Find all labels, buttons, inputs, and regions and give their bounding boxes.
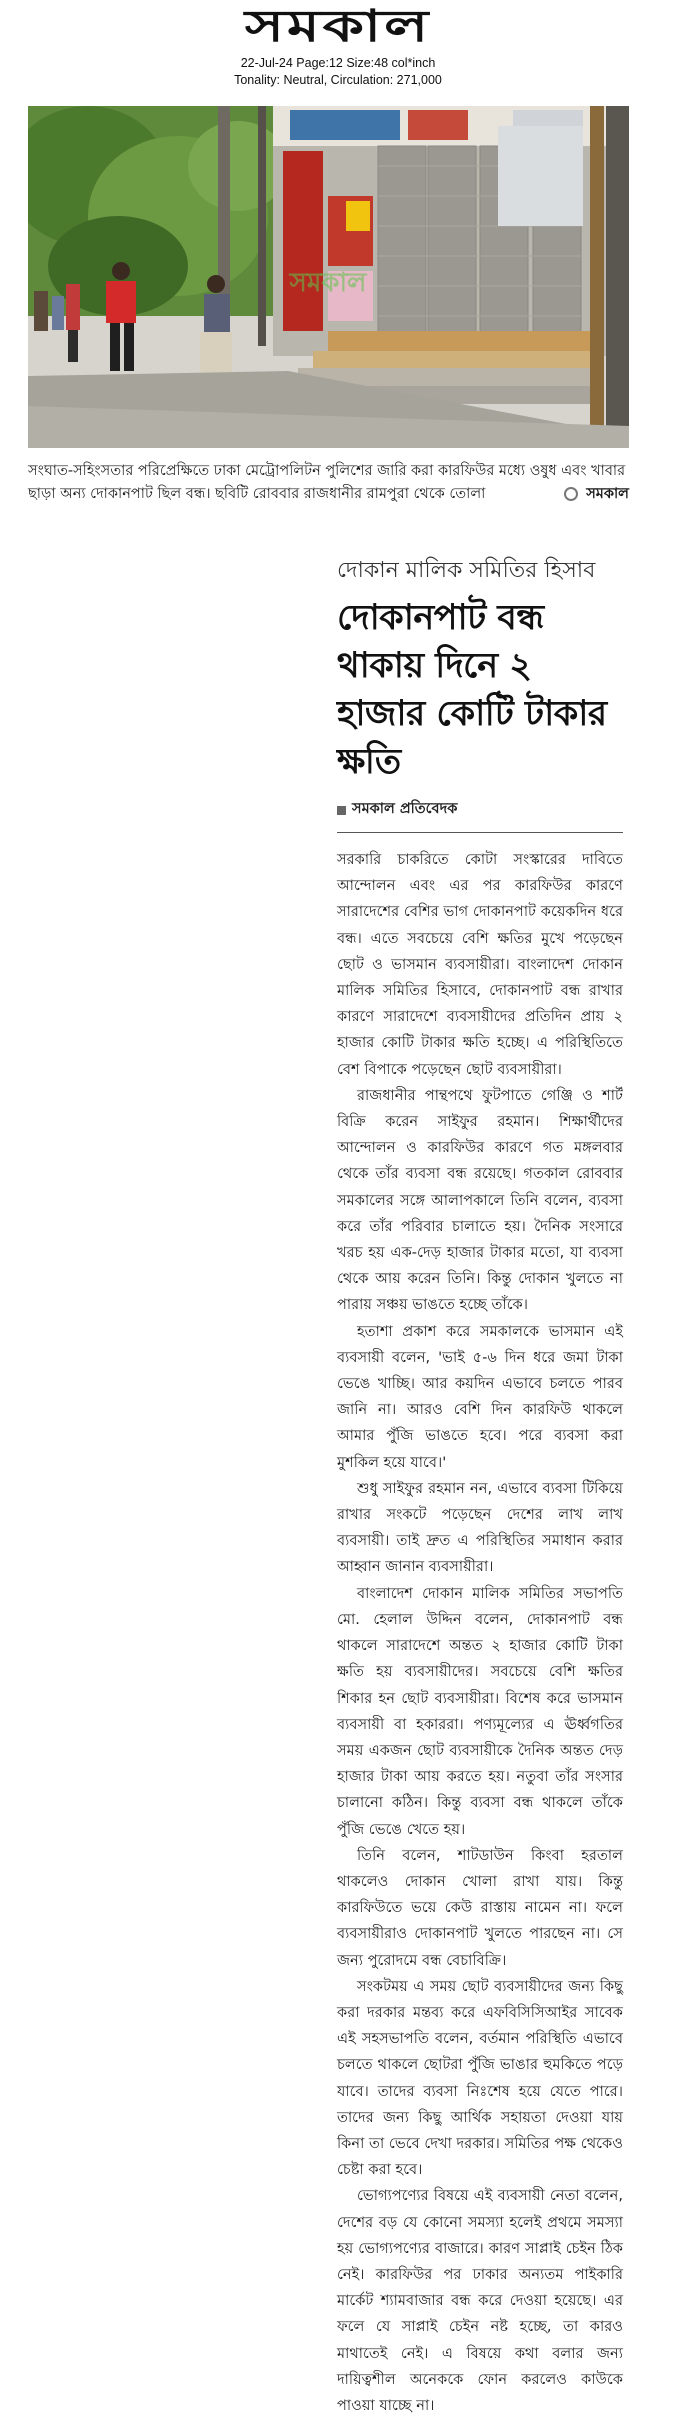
newspaper-logo: সমকাল <box>244 1 432 52</box>
masthead <box>0 2 676 52</box>
article-paragraph: তিনি বলেন, শাটডাউন কিংবা হরতাল থাকলেও দোকান খোলা রাখা যায়। কিন্তু কারফিউতে ভয়ে কেউ রাস্তায় নামেন না। ফলে ব্যবসায়ীরাও দোকানপাট খুলতে পারছেন না। সে জন্য পুরোদমে বন্ধ বেচাবিক্রি। <box>337 1846 623 1969</box>
news-photo <box>28 106 629 448</box>
article-paragraph: বাংলাদেশ দোকান মালিক সমিতির সভাপতি মো. হেলাল উদ্দিন বলেন, দোকানপাট বন্ধ থাকলে সারাদেশে অন্তত ২ হাজার কোটি টাকা ক্ষতি হয় ব্যবসায়ীদের। সবচেয়ে বেশি ক্ষতির শিকার হন ছোট ব্যবসায়ীরা। বিশেষ করে ভাসমান ব্যবসায়ী বা হকাররা। পণ্যমূল্যের এ ঊর্ধ্বগতির সময় একজন ছোট ব্যবসায়ীকে দৈনিক অন্তত দেড় হাজার টাকা আয় করতে হয়। নতুবা তাঁর সংসার চালানো কঠিন। কিন্তু ব্যবসা বন্ধ থাকলে তাঁকে পুঁজি ভেঙে খেতে হয়। <box>337 1584 623 1838</box>
byline-square-icon <box>337 806 346 815</box>
article-paragraph: ভোগ্যপণ্যের বিষয়ে এই ব্যবসায়ী নেতা বলেন, দেশের বড় যে কোনো সমস্যা হলেই প্রথমে সমস্যা হয় ভোগ্যপণ্যের বাজারে। কারণ সাপ্লাই চেইন ঠিক নেই। কারফিউর পর ঢাকার অন্যতম পাইকারি মার্কেট শ্যামবাজার বন্ধ করে দেওয়া হয়েছে। এর ফলে যে সাপ্লাই চেইন নষ্ট হচ্ছে, তা কারও মাথাতেই নেই। এ বিষয়ে কথা বলার জন্য দায়িত্বশীল অনেককে ফোন করলেও কাউকে পাওয়া যাচ্ছে না। <box>337 2187 623 2414</box>
article-paragraph: রাজধানীর পান্থপথে ফুটপাতে গেঞ্জি ও শার্ট বিক্রি করেন সাইফুর রহমান। শিক্ষার্থীদের আন্দোলন ও কারফিউর কারণে গত মঙ্গলবার থেকে তাঁর ব্যবসা বন্ধ রয়েছে। গতকাল রোববার সমকালের সঙ্গে আলাপকালে তিনি বলেন, ব্যবসা করে তাঁর পরিবার চালাতে হয়। দৈনিক সংসারে খরচ হয় এক-দেড় হাজার টাকার মতো, যা ব্যবসা থেকে আয় করেন তিনি। কিন্তু দোকান খুলতে না পারায় সঞ্চয় ভাঙতে হচ্ছে তাঁকে। <box>337 1086 623 1314</box>
article-kicker: দোকান মালিক সমিতির হিসাব <box>337 558 596 583</box>
article-body <box>337 847 623 2419</box>
camera-icon <box>564 487 578 501</box>
byline-text: সমকাল প্রতিবেদক <box>352 801 458 817</box>
photo-caption <box>28 460 629 506</box>
clipping-meta-date: 22-Jul-24 Page:12 Size:48 col*inch <box>240 56 436 70</box>
photo-watermark: সমকাল <box>289 268 367 298</box>
article-headline: দোকানপাট বন্ধ থাকায় দিনে ২ হাজার কোটি টাকার ক্ষতি <box>337 598 607 782</box>
news-article <box>337 556 623 2419</box>
photo-credit-label: সমকাল <box>586 486 629 502</box>
article-paragraph: শুধু সাইফুর রহমান নন, এভাবে ব্যবসা টিকিয়ে রাখার সংকটে পড়েছেন দেশের লাখ লাখ ব্যবসায়ী। তাই দ্রুত এ পরিস্থিতির সমাধান করার আহ্বান জানান ব্যবসায়ীরা। <box>337 1479 623 1576</box>
photo-credit <box>564 483 629 506</box>
caption-text: সংঘাত-সহিংসতার পরিপ্রেক্ষিতে ঢাকা মেট্রোপলিটন পুলিশের জারি করা কারফিউর মধ্যে ওষুধ এবং খাবার ছাড়া অন্য দোকানপাট ছিল বন্ধ। ছবিটি রোববার রাজধানীর রামপুরা থেকে তোলা <box>28 463 626 502</box>
clipping-meta-tonality: Tonality: Neutral, Circulation: 271,000 <box>234 73 442 87</box>
article-paragraph: সংকটময় এ সময় ছোট ব্যবসায়ীদের জন্য কিছু করা দরকার মন্তব্য করে এফবিসিসিআইর সাবেক এই সহসভাপতি বলেন, বর্তমান পরিস্থিতি এভাবে চলতে থাকলে ছোটরা পুঁজি ভাঙার হুমকিতে পড়ে যাবে। তাদের ব্যবসা নিঃশেষ হয়ে যেতে পারে। তাদের জন্য কিছু আর্থিক সহায়তা দেওয়া যায় কিনা তা ভেবে দেখা দরকার। সমিতির পক্ষ থেকেও চেষ্টা করা হবে। <box>337 1977 623 2179</box>
article-paragraph: হতাশা প্রকাশ করে সমকালকে ভাসমান এই ব্যবসায়ী বলেন, 'ভাই ৫-৬ দিন ধরে জমা টাকা ভেঙে খাচ্ছি। আর কয়দিন এভাবে চলতে পারব জানি না। আরও বেশি দিন কারফিউ থাকলে আমার পুঁজি ভাঙতে হবে। পরে ব্যবসা করা মুশকিল হয়ে যাবে।' <box>337 1322 623 1471</box>
article-byline <box>337 798 623 833</box>
article-paragraph: সরকারি চাকরিতে কোটা সংস্কারের দাবিতে আন্দোলন এবং এর পর কারফিউর কারণে সারাদেশের বেশির ভাগ দোকানপাট কয়েকদিন ধরে বন্ধ। এতে সবচেয়ে বেশি ক্ষতির মুখে পড়েছেন ছোট ও ভাসমান ব্যবসায়ীরা। বাংলাদেশ দোকান মালিক সমিতির হিসাবে, দোকানপাট বন্ধ রাখার কারণে সারাদেশে ব্যবসায়ীদের প্রতিদিন প্রায় ২ হাজার কোটি টাকার ক্ষতি হচ্ছে। এ পরিস্থিতিতে বেশ বিপাকে পড়েছেন ছোট ব্যবসায়ীরা। <box>337 851 623 1078</box>
